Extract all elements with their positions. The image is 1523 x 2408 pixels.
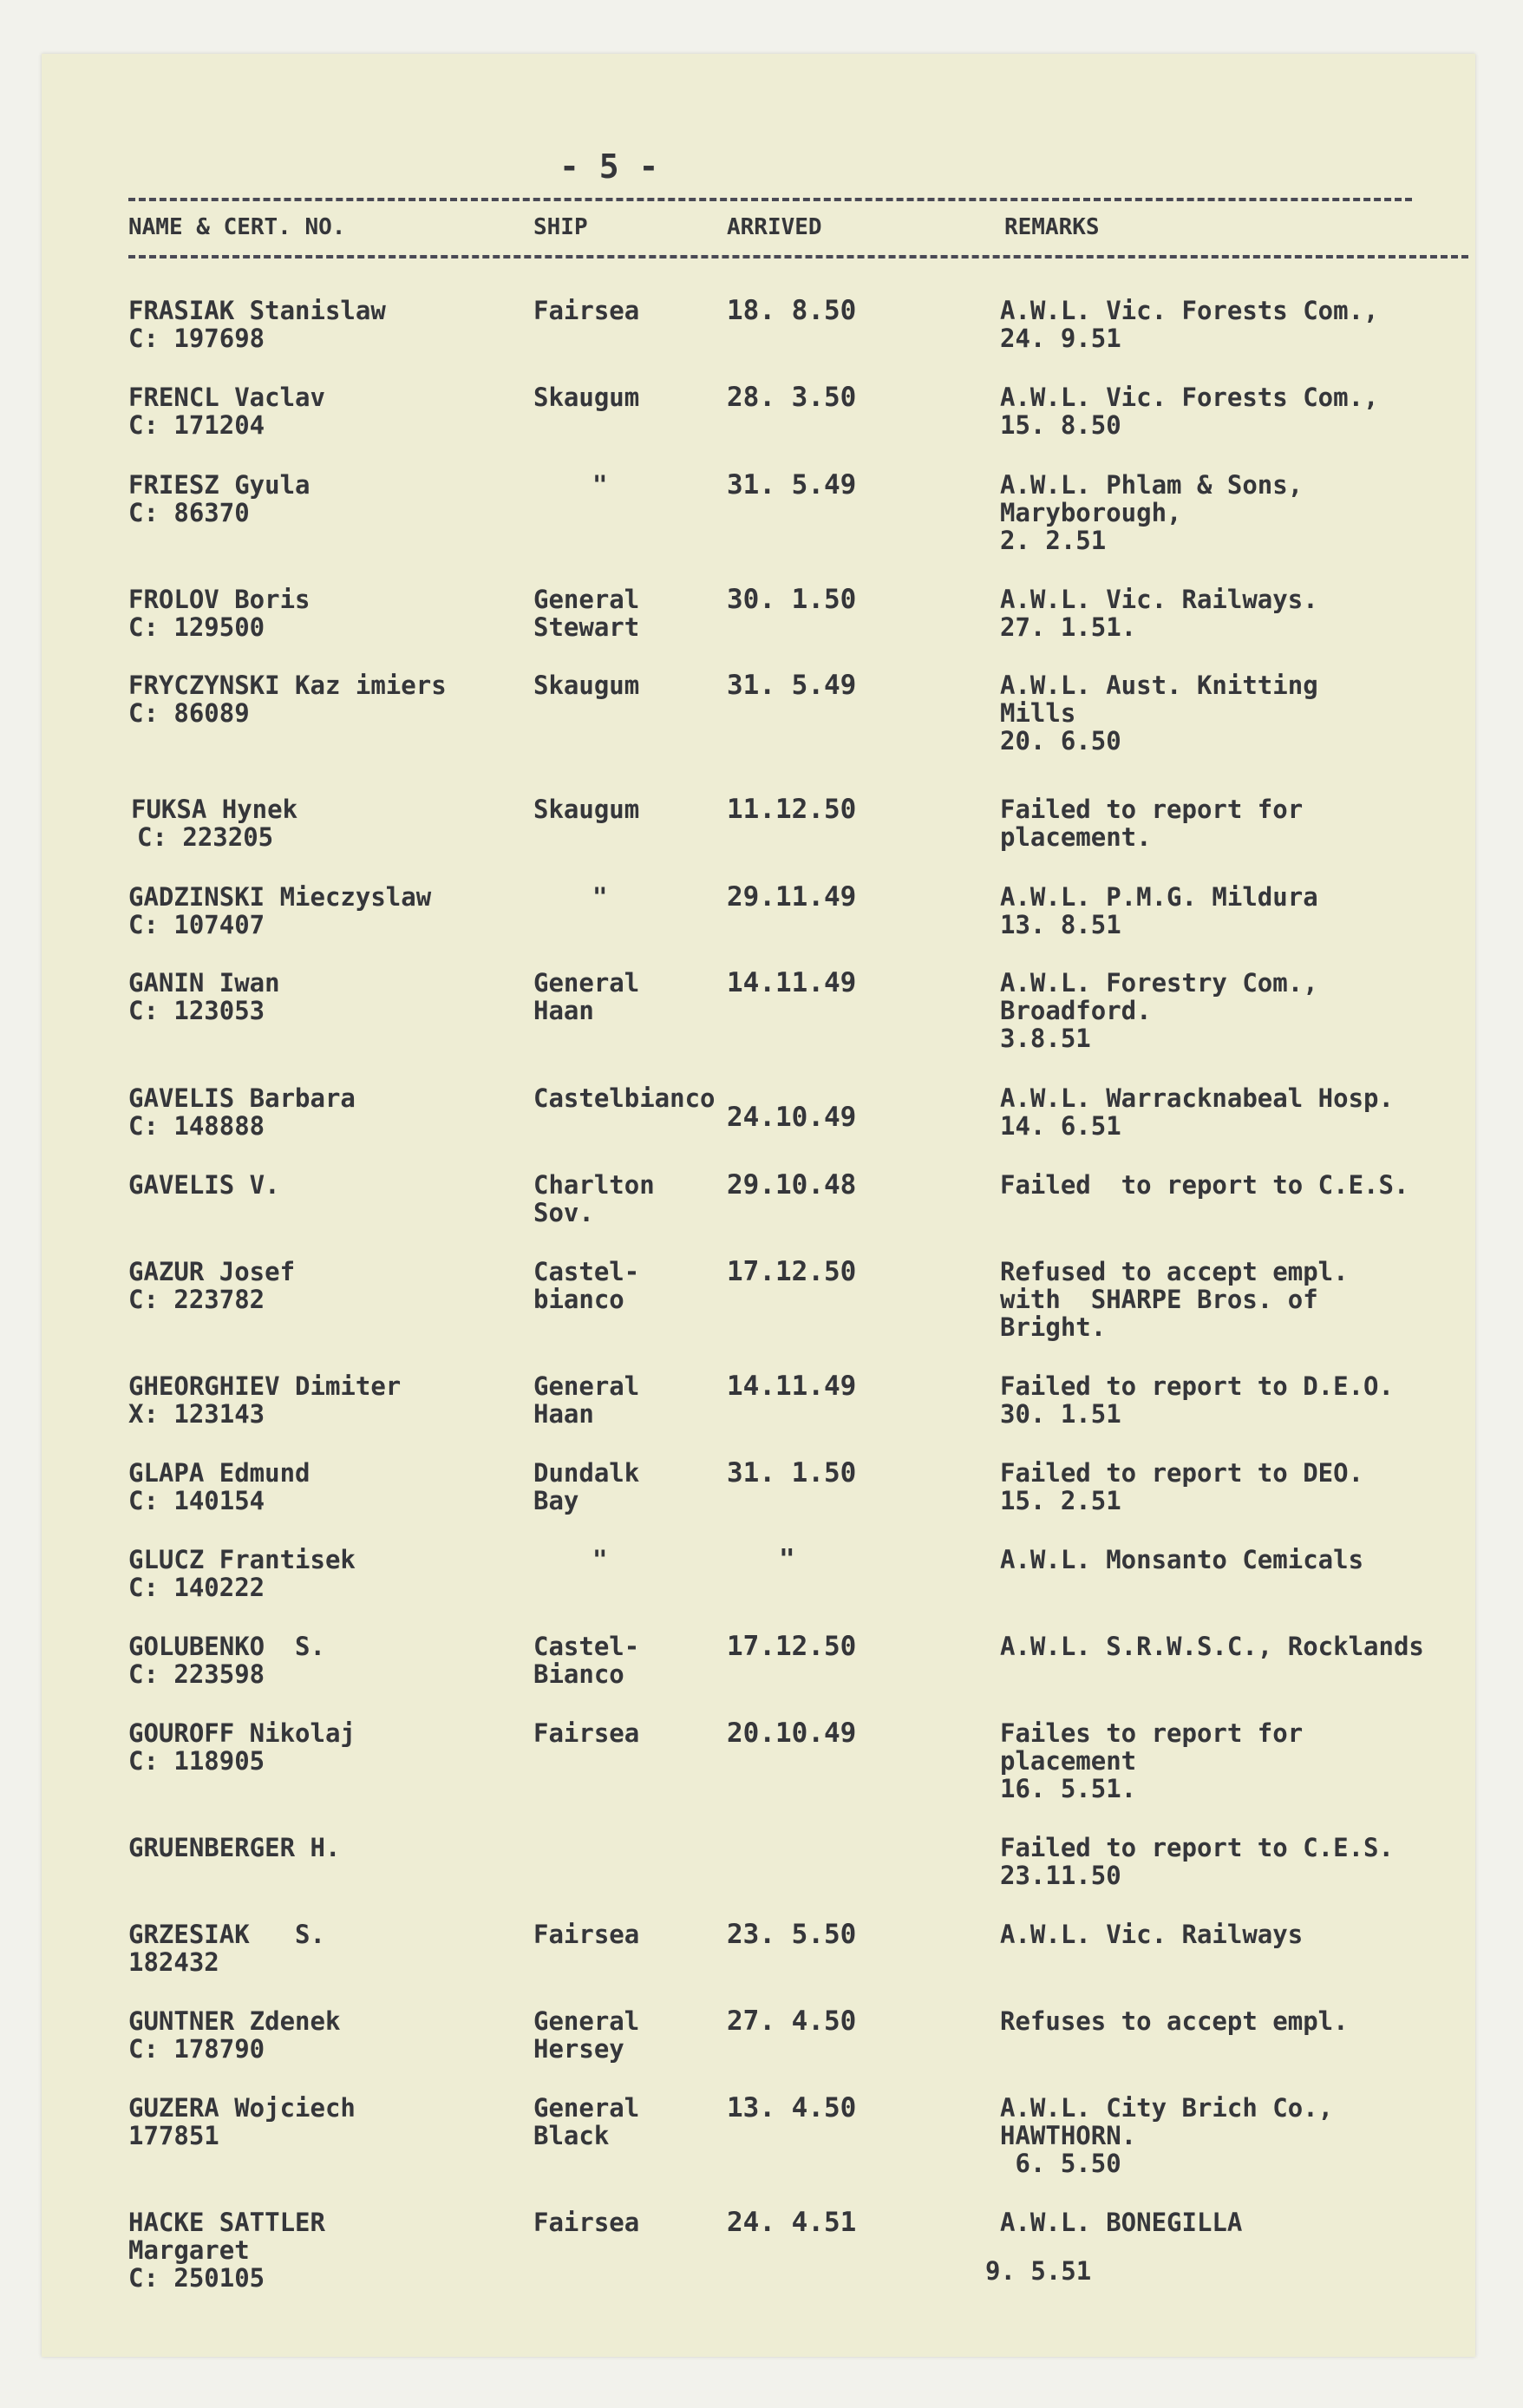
entry-name: FRASIAK Stanislaw [128, 296, 386, 325]
entry-remark-line: Failed to report to DEO. [1000, 1458, 1364, 1488]
header-name-cert: NAME & CERT. NO. [128, 214, 346, 240]
entry-cert-no: C: 118905 [128, 1746, 265, 1776]
entry-name: GUZERA Wojciech [128, 2093, 356, 2123]
header-remarks: REMARKS [1004, 214, 1100, 240]
entry-remark-line: A.W.L. Forestry Com., [1000, 968, 1318, 998]
entry-cert-no: C: 197698 [128, 324, 265, 353]
entry-remark-line: Failed to report for [1000, 795, 1304, 824]
entry-remark-line: with SHARPE Bros. of [1000, 1285, 1318, 1314]
entry-cert-no: C: 107407 [128, 910, 265, 939]
entry-name: GRZESIAK S. [128, 1920, 325, 1949]
entry-ship: Castel- [533, 1257, 640, 1286]
entry-ship: Haan [533, 996, 594, 1025]
entry-ship: Charlton [533, 1170, 655, 1200]
entry-ship: Stewart [533, 612, 640, 642]
header-dashed-rule [128, 255, 1468, 258]
entry-cert-no: C: 129500 [128, 612, 265, 642]
entry-remark-line: A.W.L. BONEGILLA [1000, 2208, 1243, 2237]
entry-arrived: 17.12.50 [727, 1256, 857, 1287]
entry-remark-line: 14. 6.51 [1000, 1111, 1121, 1141]
entry-remark-line: Bright. [1000, 1312, 1107, 1342]
entry-cert-no: C: 223205 [137, 822, 274, 852]
entry-remark-line: A.W.L. Phlam & Sons, [1000, 470, 1304, 500]
entry-ship: Haan [533, 1399, 594, 1429]
entry-arrived: 29.11.49 [727, 881, 857, 913]
entry-ship: Fairsea [533, 1920, 640, 1949]
entry-arrived: 13. 4.50 [727, 2092, 857, 2123]
entry-cert-no: C: 178790 [128, 2034, 265, 2064]
entry-remark-line: Failes to report for [1000, 1718, 1304, 1748]
document-page [42, 54, 1475, 2357]
entry-cert-no: C: 250105 [128, 2263, 265, 2293]
entry-ship: Castelbianco [533, 1083, 716, 1113]
entry-remark-line: Refused to accept empl. [1000, 1257, 1349, 1286]
entry-arrived: 23. 5.50 [727, 1919, 857, 1950]
entry-ship: General [533, 2006, 640, 2036]
entry-cert-no: X: 123143 [128, 1399, 265, 1429]
entry-arrived: 17.12.50 [727, 1631, 857, 1662]
entry-ship: General [533, 1371, 640, 1401]
entry-cert-no: C: 223598 [128, 1659, 265, 1689]
entry-remark-line: A.W.L. P.M.G. Mildura [1000, 882, 1318, 912]
entry-remark-line: placement. [1000, 822, 1152, 852]
entry-name: GRUENBERGER H. [128, 1833, 341, 1862]
entry-remark-line: A.W.L. Monsanto Cemicals [1000, 1545, 1364, 1574]
entry-cert-no: 182432 [128, 1947, 219, 1977]
entry-ship: Fairsea [533, 2208, 640, 2237]
entry-arrived: 31. 5.49 [727, 670, 857, 701]
entry-ship: General [533, 585, 640, 614]
entry-remark-line: Refuses to accept empl. [1000, 2006, 1349, 2036]
entry-remark-line: A.W.L. Vic. Railways. [1000, 585, 1318, 614]
entry-cert-no: C: 86370 [128, 498, 250, 527]
entry-name: FRENCL Vaclav [128, 383, 325, 412]
entry-name: FRYCZYNSKI Kaz imiers [128, 671, 447, 700]
header-ship: SHIP [533, 214, 588, 240]
entry-remark-line: Maryborough, [1000, 498, 1182, 527]
entry-ship: Hersey [533, 2034, 624, 2064]
entry-remark-line: 24. 9.51 [1000, 324, 1121, 353]
entry-arrived: 18. 8.50 [727, 295, 857, 326]
entry-arrived: 14.11.49 [727, 967, 857, 998]
entry-name: FRIESZ Gyula [128, 470, 310, 500]
entry-cert-no: C: 148888 [128, 1111, 265, 1141]
entry-arrived: 14.11.49 [727, 1371, 857, 1402]
entry-remark-line: Failed to report to D.E.O. [1000, 1371, 1394, 1401]
entry-arrived: 28. 3.50 [727, 382, 857, 413]
entry-name: FUKSA Hynek [131, 795, 298, 824]
entry-remark-line: Broadford. [1000, 996, 1152, 1025]
entry-cert-no: C: 171204 [128, 410, 265, 440]
entry-name: GOUROFF Nikolaj [128, 1718, 356, 1748]
entry-remark-line: Failed to report to C.E.S. [1000, 1833, 1394, 1862]
entry-name: GAZUR Josef [128, 1257, 296, 1286]
entry-arrived: 30. 1.50 [727, 584, 857, 615]
entry-cert-no: 177851 [128, 2121, 219, 2150]
header-arrived: ARRIVED [727, 214, 822, 240]
entry-cert-no: Margaret [128, 2235, 250, 2265]
entry-remark-line: A.W.L. Vic. Railways [1000, 1920, 1304, 1949]
entry-name: GAVELIS V. [128, 1170, 280, 1200]
entry-ship: bianco [533, 1285, 624, 1314]
entry-ship: Fairsea [533, 296, 640, 325]
page-number: - 5 - [559, 147, 659, 186]
entry-ship: Sov. [533, 1198, 594, 1227]
entry-arrived: 24. 4.51 [727, 2207, 857, 2238]
entry-remark-line: 16. 5.51. [1000, 1774, 1137, 1803]
entry-remark-line: A.W.L. Warracknabeal Hosp. [1000, 1083, 1394, 1113]
entry-name: GLUCZ Frantisek [128, 1545, 356, 1574]
entry-name: GADZINSKI Mieczyslaw [128, 882, 432, 912]
entry-arrived: 31. 5.49 [727, 469, 857, 501]
entry-remark-line: 13. 8.51 [1000, 910, 1121, 939]
entry-remark-line: placement [1000, 1746, 1137, 1776]
entry-ship: Skaugum [533, 795, 640, 824]
entry-arrived: " [779, 1544, 795, 1575]
entry-arrived: 27. 4.50 [727, 2006, 857, 2037]
entry-remark-line: 9. 5.51 [985, 2256, 1092, 2286]
entry-remark-line: A.W.L. S.R.W.S.C., Rocklands [1000, 1632, 1424, 1661]
entry-ship: Skaugum [533, 671, 640, 700]
entry-cert-no: C: 223782 [128, 1285, 265, 1314]
entry-cert-no: C: 140154 [128, 1486, 265, 1515]
entry-remark-line: 20. 6.50 [1000, 726, 1121, 756]
entry-cert-no: C: 123053 [128, 996, 265, 1025]
entry-cert-no: C: 140222 [128, 1573, 265, 1602]
entry-name: GLAPA Edmund [128, 1458, 310, 1488]
entry-ship: General [533, 2093, 640, 2123]
entry-ship: Bay [533, 1486, 579, 1515]
entry-ship: Skaugum [533, 383, 640, 412]
entry-remark-line: 27. 1.51. [1000, 612, 1137, 642]
entry-remark-line: A.W.L. City Brich Co., [1000, 2093, 1334, 2123]
entry-remark-line: 15. 8.50 [1000, 410, 1121, 440]
entry-ship: " [592, 1545, 608, 1574]
entry-name: HACKE SATTLER [128, 2208, 325, 2237]
entry-name: FROLOV Boris [128, 585, 310, 614]
entry-ship: " [592, 470, 608, 500]
entry-ship: Dundalk [533, 1458, 640, 1488]
entry-remark-line: Failed to report to C.E.S. [1000, 1170, 1409, 1200]
top-dashed-rule [128, 198, 1412, 201]
entry-arrived: 31. 1.50 [727, 1457, 857, 1489]
entry-remark-line: A.W.L. Vic. Forests Com., [1000, 383, 1379, 412]
entry-remark-line: 6. 5.50 [1000, 2149, 1121, 2178]
entry-name: GANIN Iwan [128, 968, 280, 998]
entry-cert-no: C: 86089 [128, 698, 250, 728]
entry-arrived: 11.12.50 [727, 794, 857, 825]
entry-remark-line: 30. 1.51 [1000, 1399, 1121, 1429]
entry-name: GAVELIS Barbara [128, 1083, 356, 1113]
entry-name: GOLUBENKO S. [128, 1632, 325, 1661]
entry-ship: Castel- [533, 1632, 640, 1661]
entry-arrived: 24.10.49 [727, 1102, 857, 1133]
entry-remark-line: 23.11.50 [1000, 1861, 1121, 1890]
entry-ship: Black [533, 2121, 610, 2150]
entry-ship: Fairsea [533, 1718, 640, 1748]
entry-remark-line: Mills [1000, 698, 1076, 728]
entry-name: GHEORGHIEV Dimiter [128, 1371, 402, 1401]
entry-remark-line: A.W.L. Aust. Knitting [1000, 671, 1318, 700]
entry-remark-line: A.W.L. Vic. Forests Com., [1000, 296, 1379, 325]
entry-ship: Bianco [533, 1659, 624, 1689]
entry-ship: General [533, 968, 640, 998]
entry-name: GUNTNER Zdenek [128, 2006, 341, 2036]
entry-remark-line: HAWTHORN. [1000, 2121, 1137, 2150]
entry-arrived: 20.10.49 [727, 1718, 857, 1749]
entry-remark-line: 2. 2.51 [1000, 526, 1107, 555]
entry-remark-line: 15. 2.51 [1000, 1486, 1121, 1515]
entry-ship: " [592, 882, 608, 912]
entry-remark-line: 3.8.51 [1000, 1024, 1091, 1053]
entry-arrived: 29.10.48 [727, 1169, 857, 1201]
